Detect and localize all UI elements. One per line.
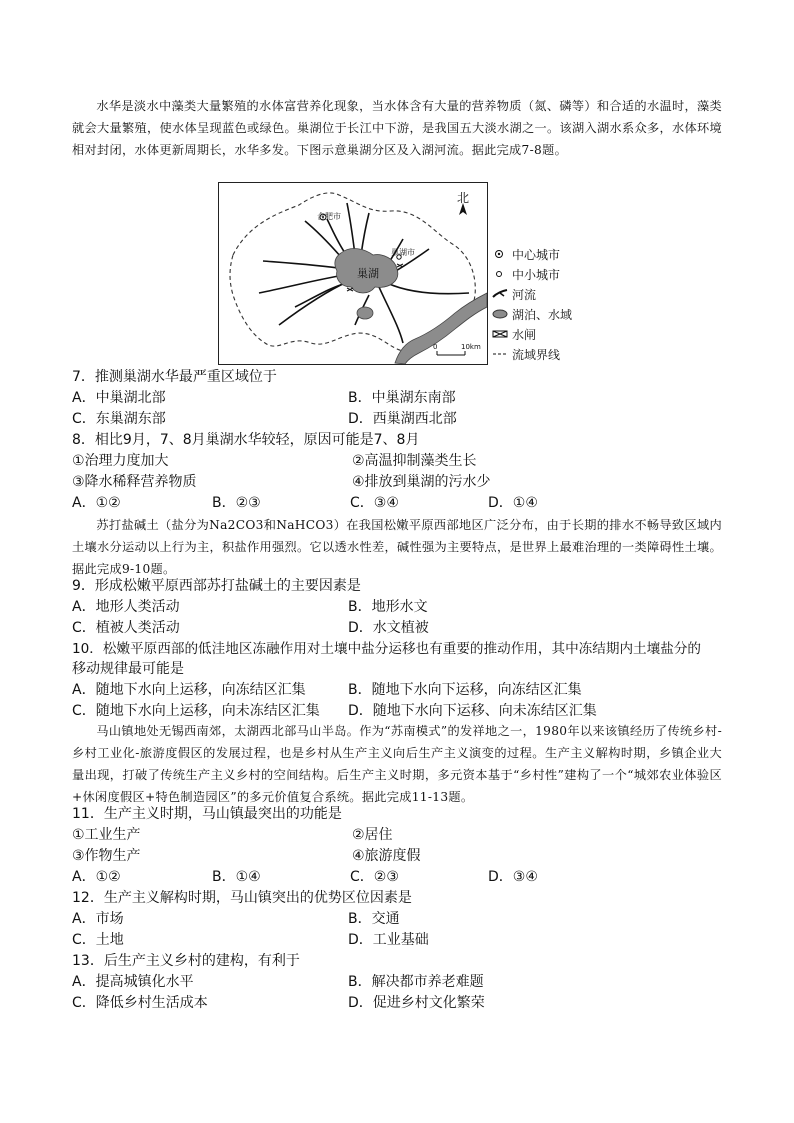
chaohu-map [218,182,488,365]
scale-ten: 10km [461,343,481,351]
legend-item: 流域界线 [492,345,560,363]
q13-option-a[interactable]: A．提高城镇化水平 [72,974,194,990]
q9-option-a[interactable]: A．地形人类活动 [72,599,180,615]
q12-option-b[interactable]: B．交通 [348,911,400,927]
q13-option-c[interactable]: C．降低乡村生活成本 [72,995,208,1011]
q7-option-d[interactable]: D．西巢湖西北部 [348,411,457,427]
q13-option-b[interactable]: B．解决都市养老难题 [348,974,484,990]
q8-option-d[interactable]: D．①④ [488,495,538,511]
hefei-label: 合肥市 [317,212,341,221]
legend-item: 中小城市 [492,265,560,283]
q12-option-d[interactable]: D．工业基础 [348,932,429,948]
q8-option-b[interactable]: B．②③ [212,495,261,511]
q8-statement-1: ①治理力度加大 [72,453,169,469]
q13-option-d[interactable]: D．促进乡村文化繁荣 [348,995,485,1011]
boundary-icon [492,347,508,361]
passage-11-13: 马山镇地处无锡西南郊，太湖西北部马山半岛。作为“苏南模式”的发祥地之一，1980年以来该镇经历了传统乡村-乡村工业化-旅游度假区的发展过程，也是乡村从生产主义向后生产主义演变的过程。生产主义解构时期，乡镇企业大量出现，打破了传统生产主义乡村的空间结构。后生产主义时期，多元资本基于“乡村性”建构了一个“城郊农业体验区+休闲度假区+特色制造园区”的多元价值复合系统。据此完成11-13题。 [72,724,722,804]
q11-statement-2: ②居住 [352,827,393,843]
q10-stem-line2: 移动规律最可能是 [72,661,184,677]
q8-stem: 8．相比9月，7、8月巢湖水华较轻，原因可能是7、8月 [72,432,420,448]
q11-statement-3: ③作物生产 [72,848,141,864]
q8-statement-4: ④排放到巢湖的污水少 [352,474,491,490]
lake-label: 巢湖 [357,267,379,280]
q9-option-b[interactable]: B．地形水文 [348,599,428,615]
q11-option-d[interactable]: D．③④ [488,869,538,885]
north-label: 北 [457,191,470,205]
q11-option-b[interactable]: B．①④ [212,869,261,885]
legend-item: 河流 [492,285,536,303]
legend-item: 湖泊、水域 [492,305,572,323]
small-city-icon [492,267,508,281]
q12-option-a[interactable]: A．市场 [72,911,124,927]
q7-option-b[interactable]: B．中巢湖东南部 [348,390,456,406]
lake-icon [492,307,508,321]
q12-option-c[interactable]: C．土地 [72,932,124,948]
q11-statement-4: ④旅游度假 [352,848,421,864]
q10-stem-line1: 10．松嫩平原西部的低洼地区冻融作用对土壤中盐分运移也有重要的推动作用，其中冻结期内土壤盐分的 [72,641,702,657]
q8-statement-2: ②高温抑制藻类生长 [352,453,477,469]
legend-item: 水闸 [492,325,536,343]
q11-stem: 11．生产主义时期，马山镇最突出的功能是 [72,806,342,822]
q8-statement-3: ③降水稀释营养物质 [72,474,197,490]
legend-item: 中心城市 [492,245,560,263]
q10-option-b[interactable]: B．随地下水向下运移，向冻结区汇集 [348,682,582,698]
small-lake [357,307,373,319]
q8-option-a[interactable]: A．①② [72,495,121,511]
chaohu-city-label: 巢湖市 [391,248,415,257]
q11-option-a[interactable]: A．①② [72,869,121,885]
passage-7-8: 水华是淡水中藻类大量繁殖的水体富营养化现象，当水体含有大量的营养物质（氮、磷等）和合适的水温时，藻类就会大量繁殖，使水体呈现蓝色或绿色。巢湖位于长江中下游，是我国五大淡水湖之一。该湖入湖水系众多，水体环境相对封闭，水体更新周期长，水华多发。下图示意巢湖分区及入湖河流。据此完成7-8题。 [72,99,722,157]
river-icon [492,287,508,301]
yangtze-water [395,293,487,364]
q12-stem: 12．生产主义解构时期，马山镇突出的优势区位因素是 [72,890,412,906]
scale-bar [437,351,465,355]
passage-9-10: 苏打盐碱土（盐分为Na2CO3和NaHCO3）在我国松嫩平原西部地区广泛分布，由于长期的排水不畅导致区域内土壤水分运动以上行为主，积盐作用强烈。它以透水性差，碱性强为主要特点，是世界上最难治理的一类障碍性土壤。据此完成9-10题。 [72,518,722,576]
q10-option-a[interactable]: A．随地下水向上运移，向冻结区汇集 [72,682,306,698]
q11-statement-1: ①工业生产 [72,827,141,843]
scale-zero: 0 [433,343,438,351]
q9-stem: 9．形成松嫩平原西部苏打盐碱土的主要因素是 [72,578,361,594]
q13-stem: 13．后生产主义乡村的建构，有利于 [72,953,300,969]
q9-option-c[interactable]: C．植被人类活动 [72,620,180,636]
q7-stem: 7．推测巢湖水华最严重区域位于 [72,369,277,385]
q9-option-d[interactable]: D．水文植被 [348,620,429,636]
q11-option-c[interactable]: C．②③ [350,869,399,885]
q10-option-c[interactable]: C．随地下水向上运移，向未冻结区汇集 [72,703,320,719]
chaohu-map-drawing [219,183,487,364]
q7-option-c[interactable]: C．东巢湖东部 [72,411,166,427]
q10-option-d[interactable]: D．随地下水向下运移、向未冻结区汇集 [348,703,597,719]
sluice-icon [492,327,508,341]
center-city-icon [492,247,508,261]
q8-option-c[interactable]: C．③④ [350,495,399,511]
q7-option-a[interactable]: A．中巢湖北部 [72,390,166,406]
